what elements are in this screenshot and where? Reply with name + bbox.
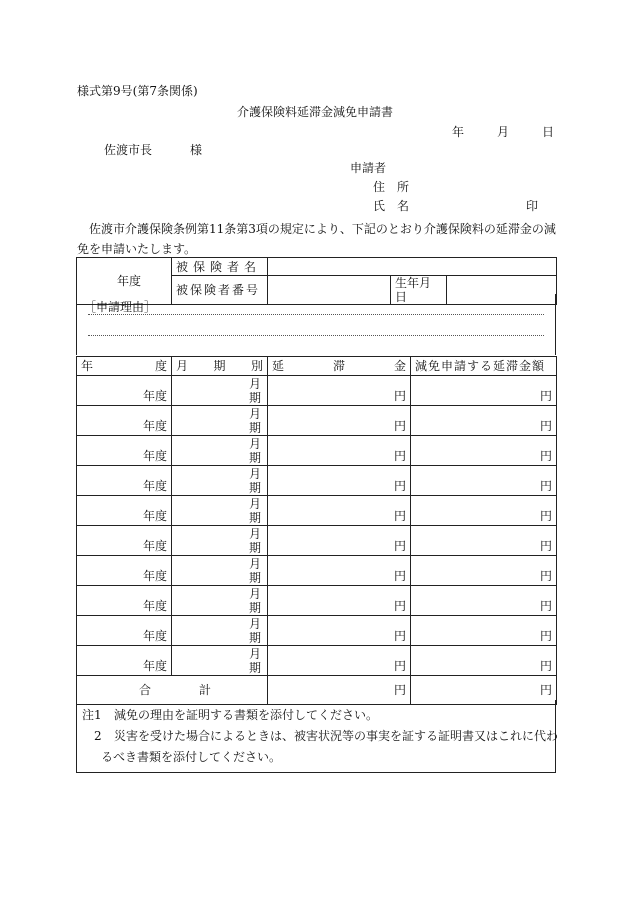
- row-period[interactable]: [172, 436, 268, 466]
- row-late-fee[interactable]: 円: [268, 556, 411, 586]
- addressee: [104, 143, 202, 157]
- seal-label: 印: [526, 199, 539, 213]
- row-reduction[interactable]: 円: [411, 556, 557, 586]
- info-year-cell: 年度: [77, 258, 172, 305]
- row-period-label: 期: [248, 600, 261, 615]
- row-year[interactable]: 年度: [77, 646, 172, 676]
- note-2-text: 災害を受けた場合によるときは、被害状況等の事実を証する証明書又はこれに代わ: [114, 729, 559, 743]
- row-period[interactable]: [172, 376, 268, 406]
- address-label: 住 所: [373, 180, 410, 194]
- insured-number-label: 被保険者番号: [172, 276, 268, 305]
- row-month-label: 月: [248, 646, 261, 661]
- row-period[interactable]: [172, 526, 268, 556]
- row-late-fee[interactable]: 円: [268, 586, 411, 616]
- row-period-label: 期: [248, 660, 261, 675]
- row-year[interactable]: 年度: [77, 586, 172, 616]
- row-reduction[interactable]: 円: [411, 496, 557, 526]
- row-reduction[interactable]: 円: [411, 616, 557, 646]
- row-period-label: 期: [248, 510, 261, 525]
- row-late-fee[interactable]: 円: [268, 436, 411, 466]
- row-period-label: 期: [248, 450, 261, 465]
- row-year[interactable]: 年度: [77, 436, 172, 466]
- row-period-label: 期: [248, 420, 261, 435]
- row-period-label: 期: [248, 480, 261, 495]
- row-month-label: 月: [248, 496, 261, 511]
- row-year[interactable]: 年度: [77, 496, 172, 526]
- applicant-label: 申請者: [350, 161, 387, 175]
- row-late-fee[interactable]: 円: [268, 616, 411, 646]
- row-late-fee[interactable]: 円: [268, 466, 411, 496]
- row-period[interactable]: [172, 616, 268, 646]
- note-2-continuation: るべき書類を添付してください。: [101, 750, 282, 764]
- header-reduction: 減免申請する延滞金額: [411, 357, 557, 376]
- row-period[interactable]: [172, 556, 268, 586]
- reason-box[interactable]: [76, 294, 556, 355]
- honorific: 様: [190, 143, 203, 157]
- form-number-label: 様式第9号(第7条関係): [77, 84, 198, 98]
- table-row: [77, 586, 557, 616]
- header-year: 年 度: [77, 357, 172, 376]
- row-year[interactable]: 年度: [77, 556, 172, 586]
- row-year[interactable]: 年度: [77, 406, 172, 436]
- row-month-label: 月: [248, 526, 261, 541]
- notes-box: [76, 700, 559, 773]
- row-month-label: 月: [248, 616, 261, 631]
- total-label: 合 計: [77, 676, 268, 705]
- date-day-label: 日: [542, 125, 555, 139]
- table-row: [77, 436, 557, 466]
- row-month-label: 月: [248, 376, 261, 391]
- row-year[interactable]: 年度: [77, 466, 172, 496]
- table-row: [77, 616, 557, 646]
- addressee-title: 佐渡市長: [104, 143, 153, 157]
- row-month-label: 月: [248, 406, 261, 421]
- row-reduction[interactable]: 円: [411, 586, 557, 616]
- row-reduction[interactable]: 円: [411, 436, 557, 466]
- table-row: [77, 646, 557, 676]
- row-late-fee[interactable]: 円: [268, 376, 411, 406]
- header-period: 月 期 別: [172, 357, 268, 376]
- table-body: [77, 376, 557, 676]
- table-row: [77, 376, 557, 406]
- row-reduction[interactable]: 円: [411, 406, 557, 436]
- table-row: [77, 406, 557, 436]
- row-month-label: 月: [248, 556, 261, 571]
- insured-name-field[interactable]: [268, 258, 557, 276]
- row-period[interactable]: [172, 586, 268, 616]
- insured-name-label: 被保険者名: [172, 258, 268, 276]
- reason-label: ［申請理由］: [84, 300, 157, 314]
- row-late-fee[interactable]: 円: [268, 496, 411, 526]
- row-year[interactable]: 年度: [77, 616, 172, 646]
- table-row: [77, 526, 557, 556]
- table-row: [77, 496, 557, 526]
- row-period[interactable]: [172, 646, 268, 676]
- row-period[interactable]: [172, 466, 268, 496]
- total-reduction[interactable]: 円: [411, 676, 557, 705]
- row-reduction[interactable]: 円: [411, 646, 557, 676]
- row-reduction[interactable]: 円: [411, 376, 557, 406]
- row-reduction[interactable]: 円: [411, 526, 557, 556]
- row-period-label: 期: [248, 540, 261, 555]
- birthdate-label: 生年月日: [391, 276, 447, 305]
- name-label: 氏 名: [373, 199, 410, 213]
- row-late-fee[interactable]: 円: [268, 526, 411, 556]
- row-year[interactable]: 年度: [77, 526, 172, 556]
- intro-paragraph: 佐渡市介護保険条例第11条第3項の規定により、下記のとおり介護保険料の延滞金の減免を申請いたします。: [77, 222, 556, 256]
- date-month-label: 月: [497, 125, 510, 139]
- date-year-label: 年: [452, 125, 465, 139]
- row-month-label: 月: [248, 466, 261, 481]
- row-year[interactable]: 年度: [77, 376, 172, 406]
- reason-line-1: [88, 314, 544, 315]
- note-1-label: 注1: [82, 708, 102, 722]
- document-title: 介護保険料延滞金減免申請書: [236, 105, 393, 119]
- row-period-label: 期: [248, 390, 261, 405]
- table-row: [77, 556, 557, 586]
- row-period[interactable]: [172, 406, 268, 436]
- row-late-fee[interactable]: 円: [268, 406, 411, 436]
- row-reduction[interactable]: 円: [411, 466, 557, 496]
- reason-line-2: [88, 335, 544, 336]
- row-late-fee[interactable]: 円: [268, 646, 411, 676]
- header-late-fee: 延 滞 金: [268, 357, 411, 376]
- date-line: [452, 125, 554, 139]
- note-1-text: 減免の理由を証明する書類を添付してください。: [114, 708, 379, 722]
- note-2-label: 2: [94, 729, 102, 743]
- total-late-fee[interactable]: 円: [268, 676, 411, 705]
- row-month-label: 月: [248, 586, 261, 601]
- row-period-label: 期: [248, 630, 261, 645]
- row-period[interactable]: [172, 496, 268, 526]
- table-row: [77, 466, 557, 496]
- row-period-label: 期: [248, 570, 261, 585]
- row-month-label: 月: [248, 436, 261, 451]
- late-fee-table: [76, 356, 557, 705]
